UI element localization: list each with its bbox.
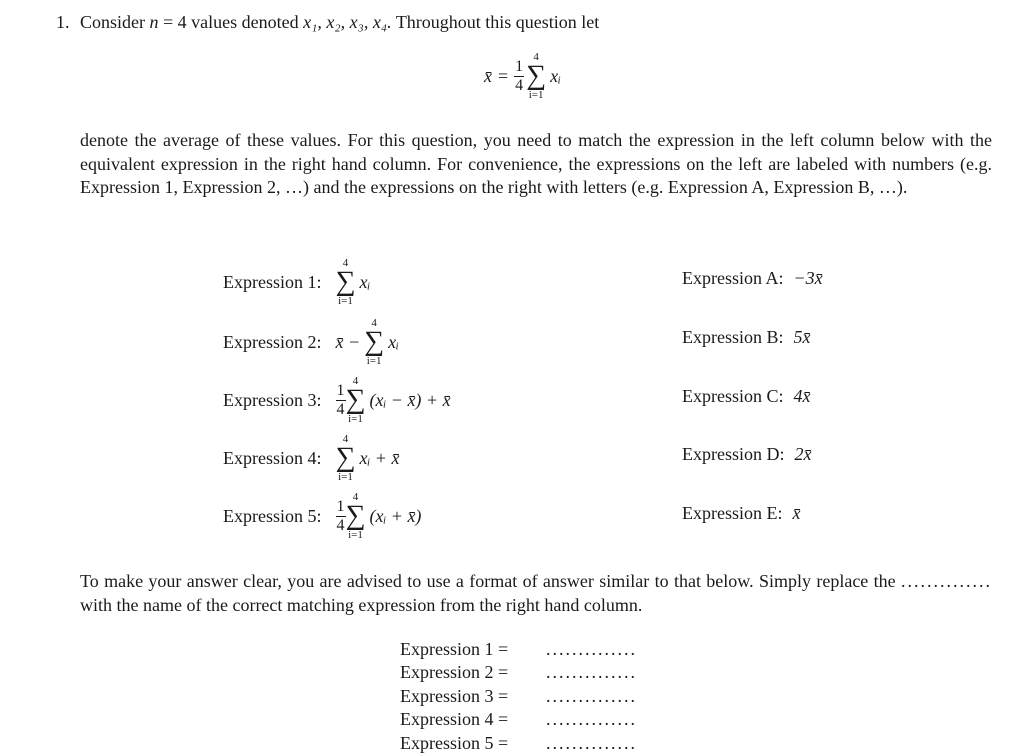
answer-blank[interactable]: .............. <box>546 662 637 683</box>
answer-blank[interactable]: .............. <box>546 639 637 659</box>
answer-row-4 <box>400 708 637 731</box>
expression-body: (xᵢ + x̄) <box>369 505 422 526</box>
xbar-symbol: x̄ <box>484 65 492 86</box>
fraction-quarter <box>336 383 346 418</box>
summation <box>336 258 356 307</box>
right-expression-label: Expression C: <box>682 386 784 406</box>
xbar-definition <box>484 52 561 101</box>
summation <box>526 52 546 101</box>
dots-placeholder: .............. <box>901 571 992 591</box>
frac-num: 1 <box>336 497 345 515</box>
sum-upper: 4 <box>342 433 349 445</box>
sum-lower: i=1 <box>338 294 353 307</box>
expression-body: xᵢ + x̄ <box>359 447 400 468</box>
sigma-symbol: ∑ <box>526 60 547 91</box>
right-expression-label: Expression B: <box>682 327 784 347</box>
expression-body: xᵢ <box>388 331 399 352</box>
question-number: 1. <box>56 12 70 32</box>
sum-upper: 4 <box>533 51 539 63</box>
n-variable: n <box>149 12 159 32</box>
answer-label: Expression 2 = <box>400 662 509 683</box>
expression-body: xᵢ <box>359 271 371 292</box>
expression-prefix: x̄ − <box>335 331 361 352</box>
sum-upper: 4 <box>371 317 377 329</box>
sum-upper: 4 <box>352 491 359 503</box>
sum-lower: i=1 <box>528 88 544 101</box>
answer-row-3 <box>400 685 637 708</box>
right-expression-c <box>682 386 811 407</box>
left-expression-1 <box>223 258 370 307</box>
right-expression-label: Expression A: <box>682 268 784 288</box>
left-expression-label: Expression 1: <box>223 271 322 292</box>
left-expression-label: Expression 3: <box>223 389 322 410</box>
sigma-symbol: ∑ <box>335 442 356 473</box>
intro-start: Consider <box>80 12 145 32</box>
frac-num: 1 <box>336 381 345 399</box>
answer-row-5 <box>400 732 637 755</box>
answer-instructions-part2: with the name of the correct matching expression from the right hand column. <box>80 594 643 615</box>
right-expression-a <box>682 268 823 289</box>
frac-num: 1 <box>515 57 524 75</box>
answer-label: Expression 4 = <box>400 709 509 730</box>
right-expression-value: 2x̄ <box>794 444 812 464</box>
frac-den: 4 <box>515 76 524 94</box>
sum-upper: 4 <box>352 375 359 387</box>
summation <box>364 318 384 367</box>
values-list: x₁, x₂, x₃, x₄. <box>303 12 392 32</box>
right-expression-label: Expression D: <box>682 444 785 464</box>
summation <box>346 492 366 541</box>
left-expression-label: Expression 2: <box>223 331 322 352</box>
sum-lower: i=1 <box>366 354 382 367</box>
sum-lower: i=1 <box>348 412 363 425</box>
fraction-quarter <box>514 59 524 94</box>
question-intro <box>56 12 599 33</box>
summation <box>346 376 366 425</box>
right-expression-label: Expression E: <box>682 503 783 523</box>
answer-label: Expression 5 = <box>400 732 509 753</box>
answer-blank[interactable]: .............. <box>546 709 637 730</box>
equals-sign: = <box>498 65 509 86</box>
right-expression-b <box>682 327 811 348</box>
left-expression-label: Expression 4: <box>223 447 322 468</box>
answer-blank[interactable]: .............. <box>546 732 637 753</box>
answer-row-2 <box>400 661 637 684</box>
right-expression-d <box>682 444 812 465</box>
sigma-symbol: ∑ <box>364 326 385 357</box>
right-expression-value: 4x̄ <box>793 386 811 406</box>
answer-label: Expression 3 = <box>400 685 509 706</box>
sigma-symbol: ∑ <box>345 500 366 531</box>
sum-lower: i=1 <box>348 528 363 541</box>
sigma-symbol: ∑ <box>335 266 356 297</box>
answer-blank[interactable]: .............. <box>546 685 637 706</box>
sum-upper: 4 <box>342 257 349 269</box>
sum-lower: i=1 <box>338 470 353 483</box>
left-expression-4 <box>223 434 399 483</box>
answer-label: Expression 1 = <box>400 639 509 659</box>
instructions-paragraph: denote the average of these values. For this question, you need to match the expression in the left column below with the equivalent expression in the right hand column. For convenience, the expressions on the left are labeled with numbers (e.g. Expression 1, Expression 2, …) and the expressions on the right with letters (e.g. Expression A, Expression B, …). <box>80 130 992 197</box>
answer-instructions-part1: To make your answer clear, you are advised to use a format of answer similar to that below. Simply replace the <box>80 571 896 591</box>
answer-instructions <box>80 570 992 617</box>
left-expression-label: Expression 5: <box>223 505 322 526</box>
right-expression-value: x̄ <box>792 503 801 523</box>
left-expression-3 <box>223 376 451 425</box>
summand: xᵢ <box>550 65 561 86</box>
intro-eq: = 4 values denoted <box>163 12 299 32</box>
summation <box>336 434 356 483</box>
frac-den: 4 <box>336 516 345 534</box>
right-expression-e <box>682 503 801 524</box>
intro-end: Throughout this question let <box>395 12 600 32</box>
answer-row-1 <box>400 638 637 661</box>
expression-body: (xᵢ − x̄) + x̄ <box>369 389 451 410</box>
left-expression-5 <box>223 492 421 541</box>
right-expression-value: 5x̄ <box>793 327 811 347</box>
frac-den: 4 <box>336 400 345 418</box>
left-expression-2 <box>223 318 399 367</box>
fraction-quarter <box>336 499 346 534</box>
right-expression-value: −3x̄ <box>793 268 823 288</box>
sigma-symbol: ∑ <box>345 384 366 415</box>
